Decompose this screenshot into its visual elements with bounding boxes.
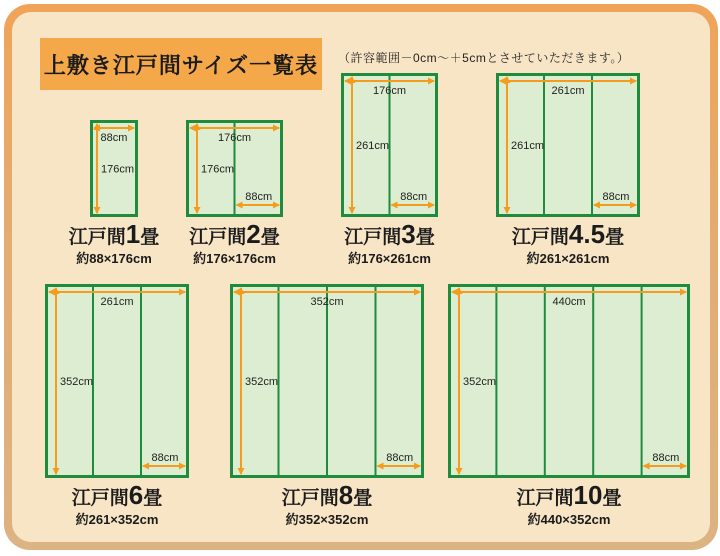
height-dimension-label: 261cm	[511, 140, 545, 152]
tatami-rect-svg	[496, 73, 640, 217]
height-dimension-label: 176cm	[101, 163, 135, 176]
diagram-title	[189, 221, 280, 251]
diagram-title	[517, 482, 622, 512]
width-dimension-label: 88cm	[100, 132, 128, 144]
mat-width-dimension-label: 88cm	[602, 191, 630, 203]
tolerance-note: （許容範囲－0cm～＋5cmとさせていただきます。）	[338, 51, 630, 65]
diagram-size: 約352×352cm	[285, 512, 369, 527]
height-dimension-label: 352cm	[245, 376, 279, 388]
width-dimension-label: 176cm	[372, 85, 407, 97]
page-title: 上敷き江戸間サイズ一覧表	[40, 38, 322, 90]
tatami-diagram-3jo	[341, 73, 438, 277]
diagram-title	[69, 221, 160, 251]
tatami-diagram-10jo	[448, 284, 690, 538]
tatami-diagram-6jo	[45, 284, 189, 538]
name-prefix: 江戸間	[516, 488, 574, 509]
name-suffix: 畳	[415, 227, 435, 248]
tatami-diagram-2jo	[186, 120, 283, 277]
mat-width-dimension-label: 88cm	[652, 452, 680, 464]
width-dimension-label: 440cm	[552, 296, 586, 308]
diagram-title	[282, 482, 373, 512]
name-num: 3	[401, 219, 416, 249]
diagram-title	[344, 221, 435, 251]
name-prefix: 江戸間	[71, 488, 129, 509]
name-num: 6	[128, 480, 144, 510]
name-prefix: 江戸間	[68, 227, 126, 248]
tatami-diagram-4-5jo	[496, 73, 640, 277]
name-suffix: 畳	[353, 488, 373, 509]
tatami-rect-svg	[448, 284, 690, 478]
width-dimension-label: 352cm	[310, 296, 344, 308]
name-prefix: 江戸間	[189, 227, 247, 248]
name-prefix: 江戸間	[344, 227, 402, 248]
diagram-size: 約261×352cm	[75, 512, 159, 527]
height-dimension-label: 261cm	[356, 140, 390, 152]
tatami-rect-svg	[230, 284, 424, 478]
diagram-size: 約261×261cm	[526, 251, 610, 266]
name-suffix: 畳	[260, 227, 280, 248]
tatami-rect-svg	[341, 73, 438, 217]
name-num: 10	[573, 480, 603, 510]
width-dimension-label: 261cm	[551, 85, 585, 97]
mat-width-dimension-label: 88cm	[400, 191, 428, 203]
height-dimension-label: 176cm	[201, 163, 235, 176]
name-suffix: 畳	[605, 227, 625, 248]
name-suffix: 畳	[140, 227, 160, 248]
height-dimension-label: 352cm	[60, 376, 94, 388]
name-suffix: 畳	[602, 488, 622, 509]
height-dimension-label: 352cm	[463, 376, 497, 388]
name-num: 2	[246, 219, 261, 249]
tatami-diagram-1jo	[68, 120, 160, 277]
diagram-title	[512, 221, 624, 251]
diagram-size: 約176×176cm	[193, 251, 276, 266]
diagram-title	[72, 482, 163, 512]
mat-width-dimension-label: 88cm	[151, 452, 179, 464]
diagram-size: 約440×352cm	[527, 512, 611, 527]
diagram-size: 約88×176cm	[76, 251, 152, 266]
tatami-rect-svg	[45, 284, 189, 478]
width-dimension-label: 261cm	[100, 296, 134, 308]
name-prefix: 江戸間	[281, 488, 339, 509]
name-num: 4.5	[568, 219, 606, 249]
tatami-rect-svg	[90, 120, 138, 217]
name-num: 1	[125, 219, 141, 249]
name-num: 8	[338, 480, 354, 510]
tatami-diagram-8jo	[230, 284, 424, 538]
name-prefix: 江戸間	[511, 227, 569, 248]
width-dimension-label: 176cm	[217, 132, 252, 144]
name-suffix: 畳	[143, 488, 163, 509]
diagram-size: 約176×261cm	[348, 251, 431, 266]
mat-width-dimension-label: 88cm	[386, 452, 414, 464]
tatami-rect-svg	[186, 120, 283, 217]
mat-width-dimension-label: 88cm	[245, 191, 273, 203]
